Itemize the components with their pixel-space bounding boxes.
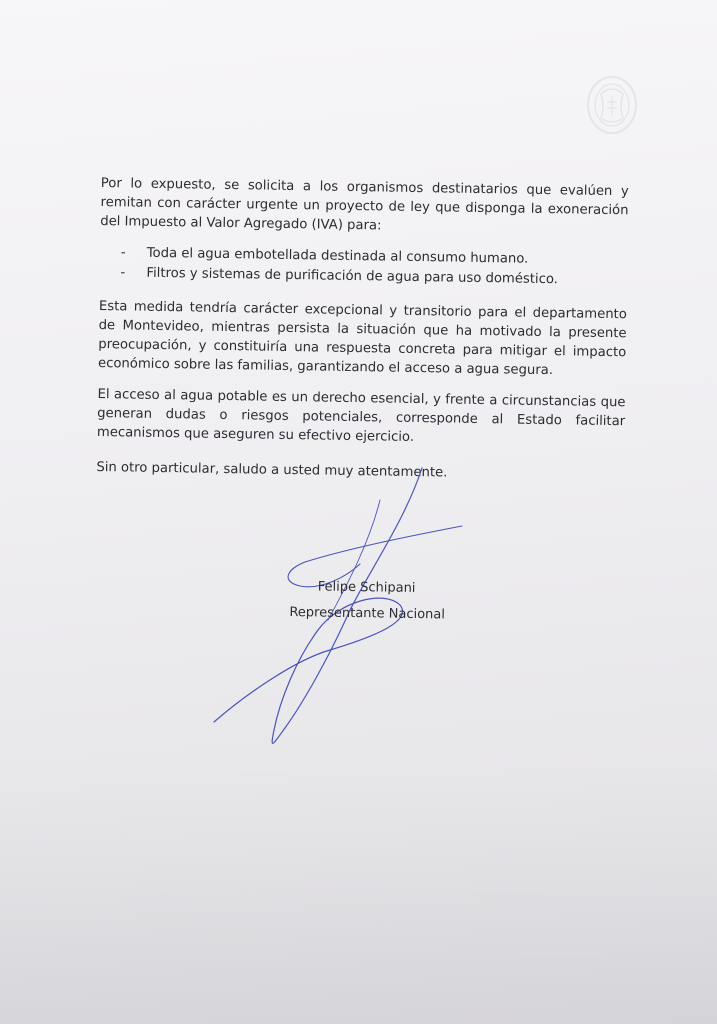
embossed-seal-icon	[583, 72, 641, 138]
letter-body	[96, 174, 629, 485]
closing-line: Sin otro particular, saludo a usted muy atentamente.	[96, 459, 448, 481]
right-to-water-paragraph: El acceso al agua potable es un derecho esencial, y frente a circunstancias que generan dudas o riesgos potenciales, corresponde al Estado facilitar mecanismos que aseguren su efectivo ejercicio.	[96, 386, 626, 445]
measure-paragraph: Esta medida tendría carácter excepcional y transitorio para el departamento de Montevideo, mientras persista la situación que ha motivado la presente preocupación, y constituiría una respuesta concreta para mitigar el impacto económico sobre las familias, garantizando el acceso a agua segura.	[97, 298, 627, 379]
list-marker: -	[120, 265, 126, 281]
list-item-text: Filtros y sistemas de purificación de agua para uso doméstico.	[146, 265, 559, 288]
signatory-block	[289, 574, 445, 628]
list-marker: -	[120, 245, 126, 261]
request-paragraph: Por lo expuesto, se solicita a los organismos destinatarios que evalúen y remitan con carácter urgente un proyecto de ley que disponga la exoneración del Impuesto al Valor Agregado (IVA) para:	[100, 175, 629, 234]
list-item-text: Toda el agua embotellada destinada al consumo humano.	[146, 245, 529, 267]
signatory-title: Representante Nacional	[289, 604, 446, 623]
exemption-list	[99, 243, 628, 291]
signatory-name: Felipe Schipani	[317, 579, 416, 596]
